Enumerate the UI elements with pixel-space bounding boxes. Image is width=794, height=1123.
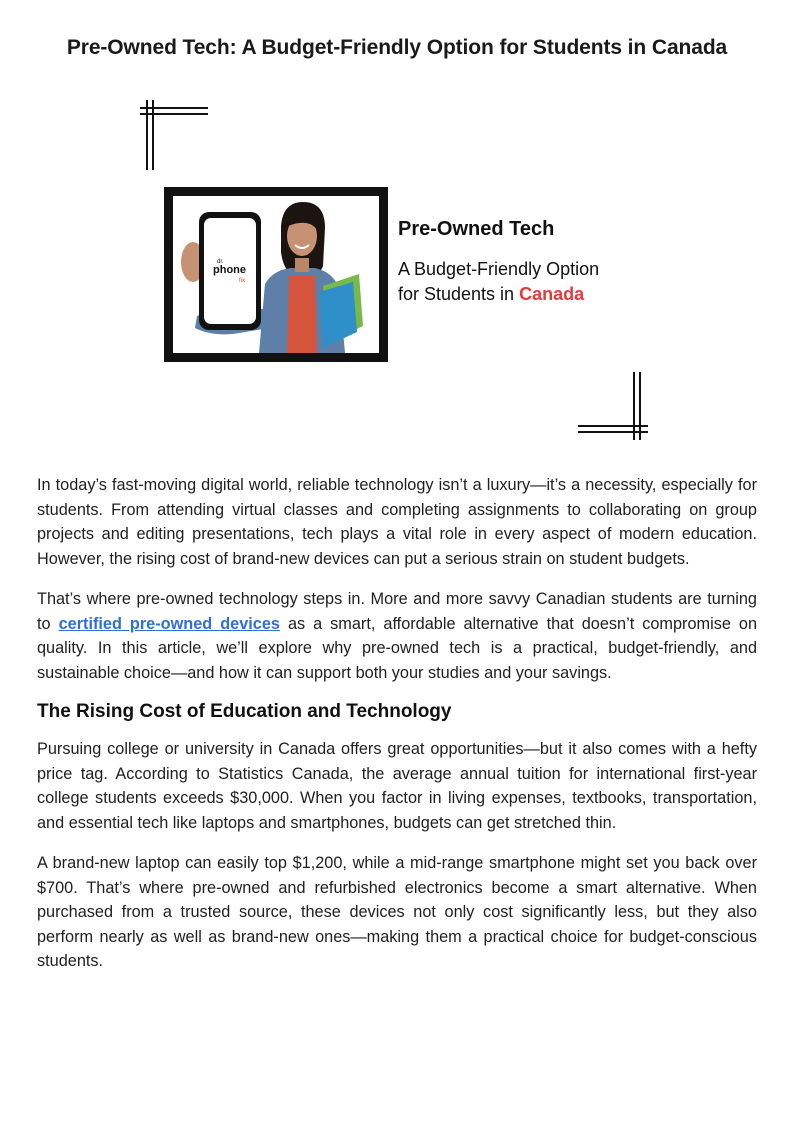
paragraph-intro: In today’s fast-moving digital world, reliable technology isn’t a luxury—it’s a necessity, especially for students. From attending virtual classes and completing assignments to collaborating on group projects and editing presentations, tech plays a vital role in every aspect of modern education. However, the rising cost of brand-new devices can put a serious strain on student budgets. [37,476,757,568]
certified-preowned-devices-link[interactable]: certified pre-owned devices [58,614,280,633]
phone-logo-sub: fix [239,278,245,284]
hero-text-block [398,218,668,307]
hero-subtitle-accent: Canada [519,284,585,304]
paragraph-preowned-after: as a smart, affordable alternative that doesn’t compromise on quality. In this article, we’ll explore why pre-owned tech is a practical, budget-friendly, and sustainable choice—and how it can support both your studies and your savings. [37,614,757,682]
phone-logo-top: dr. [217,259,224,265]
decorative-corner-bottom-right [578,370,650,442]
section-heading: The Rising Cost of Education and Technology [37,701,452,722]
paragraph-device-cost: A brand-new laptop can easily top $1,200, while a mid-range smartphone might set you back over $700. That’s where pre-owned and refurbished electronics become a smart alternative. When purchased from a trusted source, these devices not only cost significantly less, but they also perform nearly as well as brand-new ones—making them a practical choice for budget-conscious students. [37,854,757,970]
document-title: Pre-Owned Tech: A Budget-Friendly Option for Students in Canada [66,36,728,59]
decorative-corner-top-left [138,100,210,172]
student-holding-phone-illustration [173,196,379,353]
hero-heading: Pre-Owned Tech [398,218,555,240]
paragraph-preowned [37,587,757,685]
paragraph-tuition: Pursuing college or university in Canada offers great opportunities—but it also comes with a hefty price tag. According to Statistics Canada, the average annual tuition for international first-year college students exceeds $30,000. When you factor in living expenses, textbooks, transportation, and essential tech like laptops and smartphones, budgets can get stretched thin. [37,740,757,832]
paragraph-preowned-before: That’s where pre-owned technology steps in. More and more savvy Canadian students are turning to [37,590,757,633]
phone-logo-main: phone [213,264,246,276]
hero-image [173,196,379,353]
hero-subtitle-line1: A Budget-Friendly Option [398,259,600,279]
hero-image-frame [164,187,388,362]
article-body [37,473,757,990]
hero-subtitle-line2: for Students in [398,284,520,304]
hero-subtitle [398,257,668,307]
